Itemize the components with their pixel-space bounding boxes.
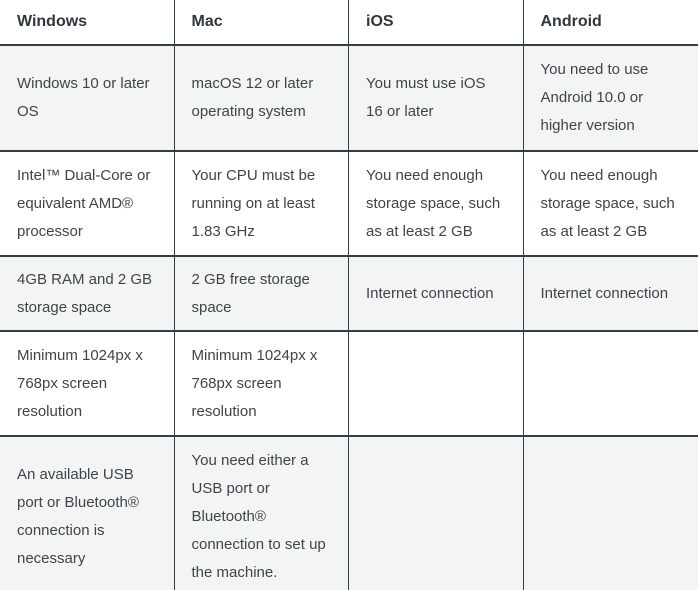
- table-row-connection-requirement: [0, 437, 698, 590]
- cell-usb-mac: You need either a USB port or Bluetooth® connection to set up the machine.: [175, 437, 350, 590]
- cell-cpu-mac: Your CPU must be running on at least 1.83 GHz: [175, 152, 350, 257]
- table-row-memory-requirement: [0, 257, 698, 332]
- header-row: [0, 0, 698, 46]
- cell-empty2-ios: [349, 437, 524, 590]
- column-header-windows: Windows: [0, 0, 175, 46]
- column-header-mac: Mac: [175, 0, 350, 46]
- cell-os-android: You need to use Android 10.0 or higher version: [524, 46, 698, 152]
- table-row-cpu-requirement: [0, 152, 698, 257]
- cell-os-ios: You must use iOS 16 or later: [349, 46, 524, 152]
- requirements-table-body: [0, 46, 698, 590]
- cell-storage-ios: You need enough storage space, such as at least 2 GB: [349, 152, 524, 257]
- column-header-android: Android: [524, 0, 698, 46]
- cell-storage-android: You need enough storage space, such as at least 2 GB: [524, 152, 698, 257]
- cell-empty2-android: [524, 437, 698, 590]
- cell-resolution-windows: Minimum 1024px x 768px screen resolution: [0, 332, 175, 437]
- column-header-ios: iOS: [349, 0, 524, 46]
- requirements-table-header: [0, 0, 698, 46]
- cell-empty-ios: [349, 332, 524, 437]
- cell-cpu-windows: Intel™ Dual-Core or equivalent AMD® processor: [0, 152, 175, 257]
- cell-internet-ios: Internet connection: [349, 257, 524, 332]
- cell-usb-windows: An available USB port or Bluetooth® connection is necessary: [0, 437, 175, 590]
- cell-internet-android: Internet connection: [524, 257, 698, 332]
- cell-ram-windows: 4GB RAM and 2 GB storage space: [0, 257, 175, 332]
- cell-os-windows: Windows 10 or later OS: [0, 46, 175, 152]
- cell-storage-mac: 2 GB free storage space: [175, 257, 350, 332]
- table-row-screen-requirement: [0, 332, 698, 437]
- cell-os-mac: macOS 12 or later operating system: [175, 46, 350, 152]
- cell-resolution-mac: Minimum 1024px x 768px screen resolution: [175, 332, 350, 437]
- table-row-os-requirement: [0, 46, 698, 152]
- cell-empty-android: [524, 332, 698, 437]
